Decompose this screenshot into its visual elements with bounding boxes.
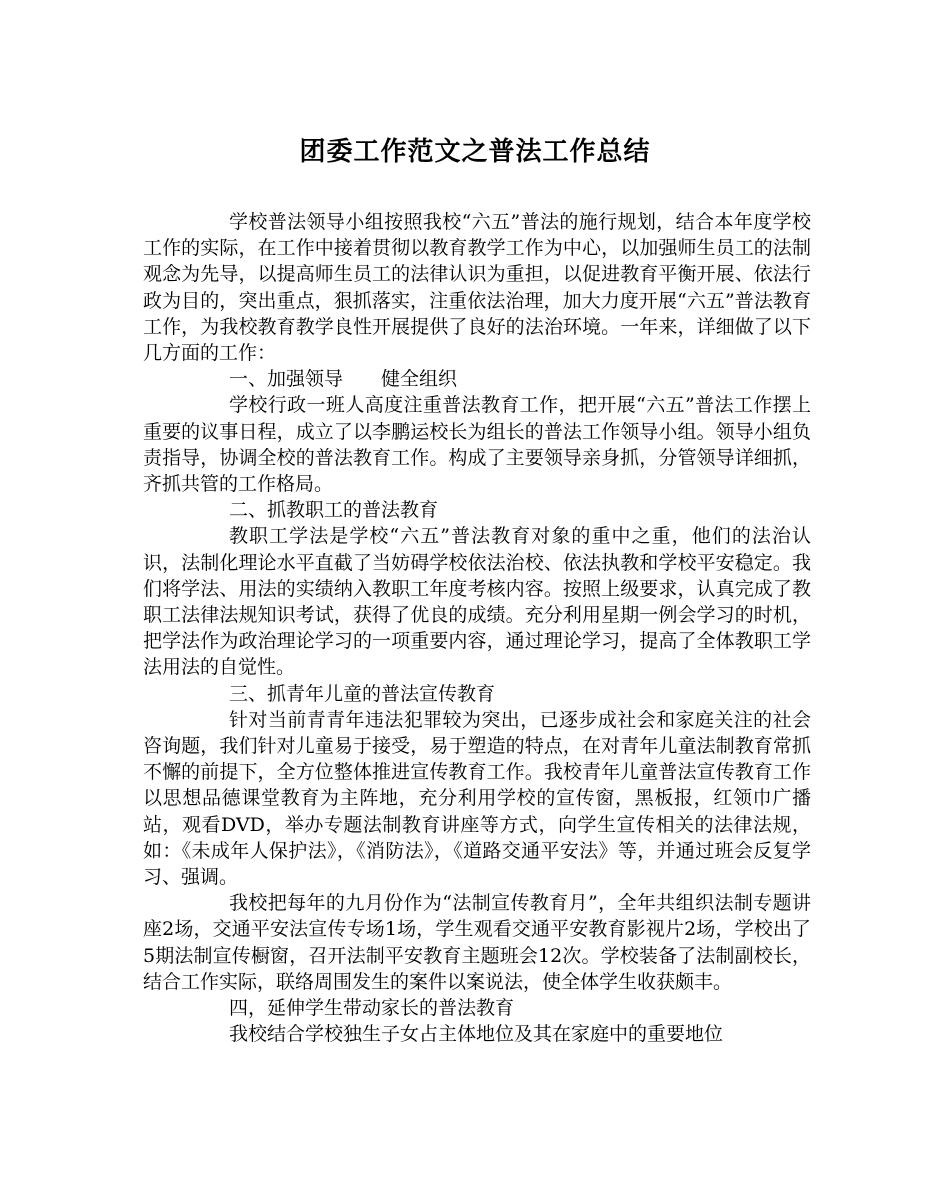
- document-body: [143, 209, 811, 1048]
- paragraph-section-3b: 我校把每年的九月份作为“法制宣传教育月”，全年共组织法制专题讲座2场，交通平安法宣传专场1场，学生观看交通平安教育影视片2场，学校出了5期法制宣传橱窗，召开法制平安教育主题班会12次。学校装备了法制副校长，结合工作实际，联络周围发生的案件以案说法，使全体学生收获颇丰。: [143, 892, 811, 993]
- section-heading-4: 四，延伸学生带动家长的普法教育: [229, 997, 515, 1020]
- section-heading-2: 二、抓教职工的普法教育: [229, 499, 439, 522]
- section-heading-3: 三、抓青年儿童的普法宣传教育: [229, 682, 496, 705]
- section-heading-1: 一、加强领导 健全组织: [229, 368, 458, 391]
- paragraph-section-2: 教职工学法是学校“六五”普法教育对象的重中之重，他们的法治认识，法制化理论水平直截了当妨碍学校依法治校、依法执教和学校平安稳定。我们将学法、用法的实绩纳入教职工年度考核内容。按照上级要求，认真完成了教职工法律法规知识考试，获得了优良的成绩。充分利用星期一例会学习的时机，把学法作为政治理论学习的一项重要内容，通过理论学习，提高了全体教职工学法用法的自觉性。: [143, 525, 811, 679]
- document-title: 团委工作范文之普法工作总结: [299, 137, 651, 167]
- paragraph-section-1: 学校行政一班人高度注重普法教育工作，把开展“六五”普法工作摆上重要的议事日程，成立了以李鹏运校长为组长的普法工作领导小组。领导小组负责指导，协调全校的普法教育工作。构成了主要领导亲身抓，分管领导详细抓，齐抓共管的工作格局。: [143, 394, 811, 496]
- paragraph-section-3a: 针对当前青青年违法犯罪较为突出，已逐步成社会和家庭关注的社会咨询题，我们针对儿童易于接受，易于塑造的特点，在对青年儿童法制教育常抓不懈的前提下，全方位整体推进宣传教育工作。我校青年儿童普法宣传教育工作以思想品德课堂教育为主阵地，充分利用学校的宣传窗，黑板报，红领巾广播站，观看DVD，举办专题法制教育讲座等方式，向学生宣传相关的法律法规，如：《未成年人保护法》，《消防法》，《道路交通平安法》等，并通过班会反复学习、强调。: [143, 708, 811, 889]
- paragraph-intro: 学校普法领导小组按照我校“六五”普法的施行规划，结合本年度学校工作的实际，在工作中接着贯彻以教育教学工作为中心，以加强师生员工的法制观念为先导，以提高师生员工的法律认识为重担，以促进教育平衡开展、依法行政为目的，突出重点，狠抓落实，注重依法治理，加大力度开展“六五”普法教育工作，为我校教育教学良性开展提供了良好的法治环境。一年来，详细做了以下几方面的工作：: [143, 211, 811, 365]
- paragraph-section-4: 我校结合学校独生子女占主体地位及其在家庭中的重要地位: [229, 1023, 724, 1046]
